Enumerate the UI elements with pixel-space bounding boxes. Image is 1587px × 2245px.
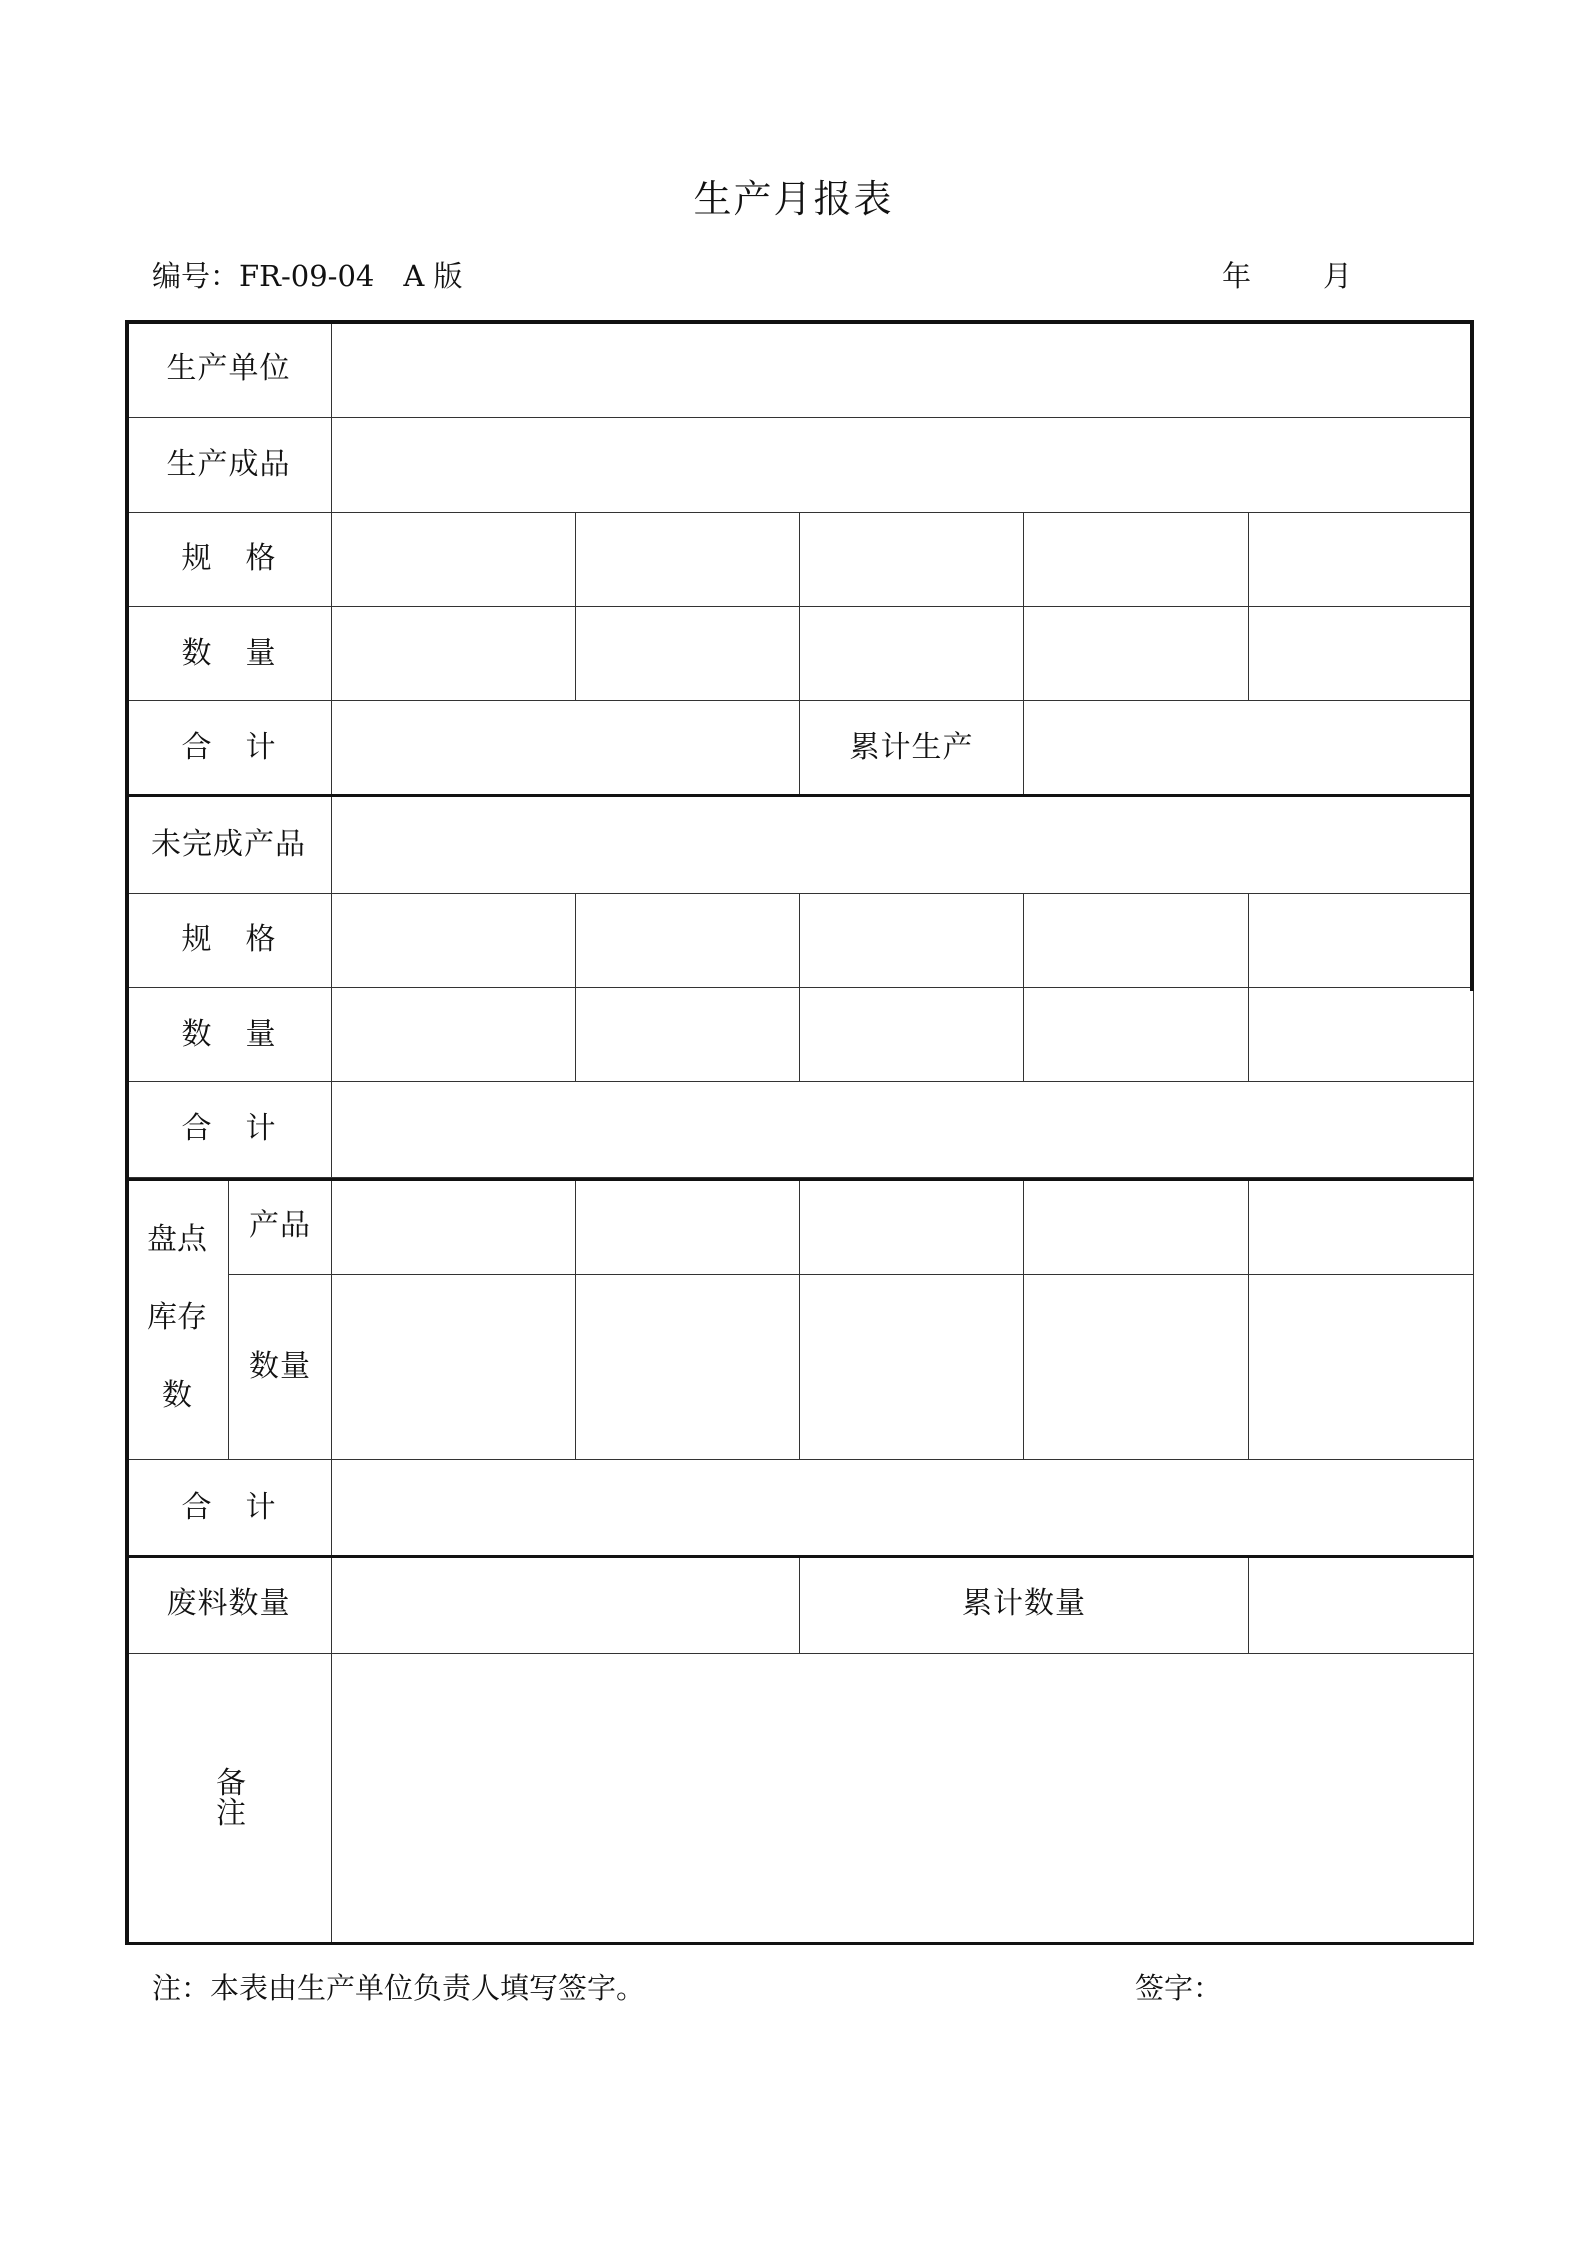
finished-spec-cell[interactable] — [332, 512, 576, 606]
finished-spec-cell[interactable] — [1249, 512, 1474, 606]
month-label: 月 — [1322, 259, 1352, 293]
row-unfinished-total — [126, 1082, 1474, 1177]
inventory-label-line: 数 — [162, 1378, 192, 1414]
unfinished-quantity-cell[interactable] — [576, 988, 800, 1082]
inventory-label-line: 库存 — [147, 1300, 207, 1336]
inventory-product-cell[interactable] — [332, 1177, 576, 1274]
finished-spec-label: 规格 — [126, 512, 332, 606]
unfinished-total-field[interactable] — [332, 1082, 1474, 1177]
finished-quantity-label: 数量 — [126, 606, 332, 700]
frame-bottom-line — [125, 1942, 1473, 1945]
finished-total-field[interactable] — [332, 701, 800, 796]
row-finished-products — [126, 418, 1474, 512]
frame-top-line — [125, 320, 1473, 324]
unfinished-spec-cell[interactable] — [576, 893, 800, 987]
section-divider-line — [125, 1555, 1473, 1558]
row-production-unit — [126, 321, 1474, 418]
frame-right-line — [1470, 320, 1474, 991]
unfinished-spec-cell[interactable] — [1024, 893, 1249, 987]
waste-quantity-field[interactable] — [332, 1555, 800, 1653]
row-finished-quantity — [126, 606, 1474, 700]
remarks-field[interactable] — [332, 1654, 1474, 1945]
unfinished-products-label: 未完成产品 — [126, 796, 332, 893]
finished-products-label: 生产成品 — [126, 418, 332, 512]
unfinished-total-label: 合计 — [126, 1082, 332, 1177]
row-finished-total — [126, 701, 1474, 796]
date-line — [1222, 258, 1352, 294]
inventory-quantity-cell[interactable] — [576, 1274, 800, 1460]
finished-quantity-cell[interactable] — [1024, 606, 1249, 700]
signature-label: 签字： — [1135, 1971, 1223, 2005]
finished-spec-cell[interactable] — [800, 512, 1024, 606]
unfinished-quantity-cell[interactable] — [800, 988, 1024, 1082]
cumulative-quantity-label: 累计数量 — [800, 1555, 1249, 1653]
inventory-quantity-cell[interactable] — [800, 1274, 1024, 1460]
unfinished-quantity-cell[interactable] — [332, 988, 576, 1082]
unfinished-quantity-cell[interactable] — [1249, 988, 1474, 1082]
unfinished-products-field[interactable] — [332, 796, 1474, 893]
inventory-total-field[interactable] — [332, 1460, 1474, 1555]
unfinished-spec-cell[interactable] — [332, 893, 576, 987]
unfinished-spec-cell[interactable] — [800, 893, 1024, 987]
inventory-group-label — [126, 1177, 229, 1460]
row-inventory-total — [126, 1460, 1474, 1555]
unfinished-quantity-cell[interactable] — [1024, 988, 1249, 1082]
year-label: 年 — [1222, 259, 1252, 293]
inventory-label-line: 盘点 — [147, 1222, 207, 1258]
finished-spec-cell[interactable] — [1024, 512, 1249, 606]
inventory-product-cell[interactable] — [800, 1177, 1024, 1274]
report-table — [125, 320, 1474, 1945]
inventory-quantity-cell[interactable] — [1249, 1274, 1474, 1460]
remarks-label: 备注 — [126, 1654, 332, 1945]
inventory-product-cell[interactable] — [1024, 1177, 1249, 1274]
inventory-product-cell[interactable] — [576, 1177, 800, 1274]
waste-quantity-label: 废料数量 — [126, 1555, 332, 1653]
unfinished-spec-label: 规格 — [126, 893, 332, 987]
inventory-product-label: 产品 — [229, 1177, 332, 1274]
cumulative-production-label: 累计生产 — [800, 701, 1024, 796]
row-unfinished-products — [126, 796, 1474, 893]
unfinished-quantity-label: 数量 — [126, 988, 332, 1082]
production-unit-field[interactable] — [332, 321, 1474, 418]
row-finished-spec — [126, 512, 1474, 606]
section-divider-line — [125, 794, 1473, 797]
row-inventory-product — [126, 1177, 1474, 1274]
cumulative-production-field[interactable] — [1024, 701, 1474, 796]
finished-products-field[interactable] — [332, 418, 1474, 512]
finished-quantity-cell[interactable] — [800, 606, 1024, 700]
inventory-quantity-cell[interactable] — [332, 1274, 576, 1460]
frame-left-line — [125, 320, 129, 1945]
form-code: 编号：FR-09-04 A 版 — [152, 259, 463, 293]
finished-quantity-cell[interactable] — [1249, 606, 1474, 700]
row-remarks — [126, 1654, 1474, 1945]
finished-spec-cell[interactable] — [576, 512, 800, 606]
finished-total-label: 合计 — [126, 701, 332, 796]
inventory-total-label: 合计 — [126, 1460, 332, 1555]
inventory-quantity-label: 数量 — [229, 1274, 332, 1460]
row-waste — [126, 1555, 1474, 1653]
footer-note: 注：本表由生产单位负责人填写签字。 — [152, 1971, 646, 2005]
page-title: 生产月报表 — [693, 177, 894, 221]
report-form — [125, 320, 1473, 1945]
finished-quantity-cell[interactable] — [332, 606, 576, 700]
cumulative-quantity-field[interactable] — [1249, 1555, 1474, 1653]
inventory-quantity-cell[interactable] — [1024, 1274, 1249, 1460]
unfinished-spec-cell[interactable] — [1249, 893, 1474, 987]
production-unit-label: 生产单位 — [126, 321, 332, 418]
section-divider-line — [125, 1178, 1473, 1181]
inventory-product-cell[interactable] — [1249, 1177, 1474, 1274]
row-unfinished-spec — [126, 893, 1474, 987]
finished-quantity-cell[interactable] — [576, 606, 800, 700]
row-inventory-quantity — [126, 1274, 1474, 1460]
row-unfinished-quantity — [126, 988, 1474, 1082]
